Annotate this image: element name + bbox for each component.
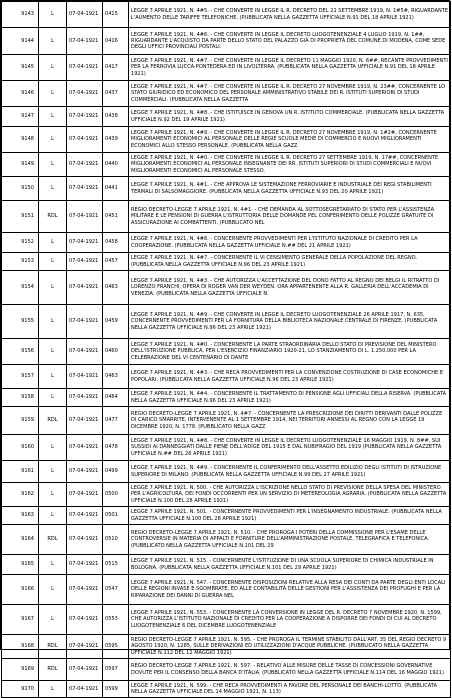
description-cell: LEGGE 7 APRILE 1921, N. 4#5. - CHE CONVERTE IN LEGGE IL R. DECRETO DEL 21 SETTEMBRE 1919, N. 1#5#, RIGUARDANTE L'AUMENTO DELLE TARIFFE TELEFONICHE. (PUBBLICATA NELLA GAZZETTA UFFICIALE N.91 DEL 18 APRILE 1921): [129, 2, 451, 28]
date-cell: 07-04-1921: [67, 153, 103, 177]
act-type-cell: L: [39, 177, 67, 201]
act-id-cell: 0459: [103, 305, 129, 339]
act-type-cell: L: [39, 81, 67, 107]
description-cell: LEGGE 7 APRILE 1921, N. 4#9. - CONCERNENTE IL CONFERIMENTO DELL'ASSETTO EDILIZIO DEGLI ISTITUTI DI ISTRUZIONE SUPERIORE DI MILANO. (PUBBLICATA NELLA GAZZETTA UFFICIALE N.99 DEL 27 APRILE 1921): [129, 461, 451, 483]
record-number-cell: 9159: [2, 407, 39, 435]
description-cell: LEGGE 7 APRILE 1921, N. 553. - CONCERNENTE LA CONVERSIONE IN LEGGE DEL R. DECRETO 7 NOVEMBRE 1920, N. 1599, CHE AUTORIZZA L'ISTITUTO NAZIONALE DI CREDITO PER LA COOPERAZIONE A DISPORRE DEI FONDI DI CUI AL DECRETO LUOGOTENENZIALE 6 DEL DICEMBRE LUOGOTENENZIALE: [129, 605, 451, 635]
record-number-cell: 9157: [2, 365, 39, 389]
date-cell: 07-04-1921: [67, 81, 103, 107]
date-cell: 07-04-1921: [67, 507, 103, 525]
table-row: [2, 681, 451, 698]
table-row: [2, 28, 451, 55]
record-number-cell: 9148: [2, 127, 39, 153]
date-cell: 07-04-1921: [67, 201, 103, 233]
act-type-cell: RDL: [39, 525, 67, 555]
table-row: [2, 575, 451, 605]
record-number-cell: 9165: [2, 555, 39, 575]
date-cell: 07-04-1921: [67, 253, 103, 271]
act-id-cell: 0463: [103, 271, 129, 305]
act-type-cell: L: [39, 127, 67, 153]
table-row: [2, 177, 451, 201]
act-id-cell: 0460: [103, 339, 129, 365]
table-row: [2, 635, 451, 659]
description-cell: LEGGE 7 APRILE 1921, N. 515. - CONCERNENTE L'ISTITUZIONE DI UNA SCUOLA SUPERIORE DI CHIMICA INDUSTRIALE IN BOLOGNA. (PUBBLICATA NELLA GAZZETTA UFFICIALE N.101 DEL 29 APRILE 1921): [129, 555, 451, 575]
date-cell: 07-04-1921: [67, 107, 103, 127]
date-cell: 07-04-1921: [67, 555, 103, 575]
date-cell: 07-04-1921: [67, 339, 103, 365]
date-cell: 07-04-1921: [67, 575, 103, 605]
act-id-cell: 0547: [103, 575, 129, 605]
act-id-cell: 0477: [103, 407, 129, 435]
act-id-cell: 0441: [103, 177, 129, 201]
date-cell: 07-04-1921: [67, 407, 103, 435]
act-id-cell: 0510: [103, 525, 129, 555]
record-number-cell: 9161: [2, 461, 39, 483]
table-row: [2, 659, 451, 681]
date-cell: 07-04-1921: [67, 461, 103, 483]
description-cell: LEGGE 7 APRILE 1921, N. 4#1. - CHE APPROVA LE SISTEMAZIONE FERROVIARIE E INDUSTRIALE DEI REGI STABILIMENTI TERMALI DI SALSOMAGGIORE. (PUBBLICATA NELLA GAZZETTA UFFICIALE N.93 DEL 20 APRILE 1921): [129, 177, 451, 201]
act-type-cell: L: [39, 681, 67, 698]
record-number-cell: 9154: [2, 271, 39, 305]
description-cell: REGIO DECRETO-LEGGE 7 APRILE 1921, N. 595. - CHE PROROGA IL TERMINE STABILITO DALL'ART. 35 DEL REGIO DECRETO 9 AGOSTO 1920, N. 1285, SULLE DERIVAZIONI ED UTILIZZAZIONI D'ACQUE PUBBLICHE. (PUBBLICATO NELLA GAZZETTA UFFICIALE N.112 DEL 12 MAGGIO 1921): [129, 635, 451, 659]
act-type-cell: L: [39, 339, 67, 365]
act-id-cell: 0458: [103, 233, 129, 253]
description-cell: LEGGE 7 APRILE 1921, N. 501. - CONCERNENTE PROVVEDIMENTI PER L'INSEGNAMENTO INDUSTRIALE. (PUBBLICATA NELLA GAZZETTA UFFICIALE N.100 DEL 28 APRILE 1921): [129, 507, 451, 525]
record-number-cell: 9169: [2, 659, 39, 681]
description-cell: LEGGE 7 APRILE 1921, N. 4#9. - CHE CONVERTE IN LEGGE IL DECRETO LUOGOTENENZIALE 26 APRILE 1917, N. 635, CONCERNENTE PROVVEDIMENTI PER LA FORNITURA DELLA BIBLIOTECA NAZIONALE CENTRALE DI FIRENZE. (PUBBLICATA NELLA GAZZETTA UFFICIALE N.96 DEL 23 APRILE 1921): [129, 305, 451, 339]
act-id-cell: 0464: [103, 389, 129, 407]
date-cell: 07-04-1921: [67, 681, 103, 698]
act-id-cell: 0457: [103, 253, 129, 271]
record-number-cell: 9156: [2, 339, 39, 365]
act-type-cell: L: [39, 28, 67, 55]
record-number-cell: 9150: [2, 177, 39, 201]
act-type-cell: L: [39, 389, 67, 407]
record-number-cell: 9162: [2, 483, 39, 507]
act-type-cell: L: [39, 2, 67, 28]
act-id-cell: 0463: [103, 365, 129, 389]
act-id-cell: 0501: [103, 507, 129, 525]
act-id-cell: 0438: [103, 107, 129, 127]
table-row: [2, 365, 451, 389]
table-row: [2, 605, 451, 635]
act-id-cell: 0515: [103, 555, 129, 575]
date-cell: 07-04-1921: [67, 605, 103, 635]
act-id-cell: 0440: [103, 153, 129, 177]
act-id-cell: 0417: [103, 55, 129, 81]
act-id-cell: 0499: [103, 461, 129, 483]
record-number-cell: 9143: [2, 2, 39, 28]
table-row: [2, 233, 451, 253]
date-cell: 07-04-1921: [67, 635, 103, 659]
description-cell: LEGGE 7 APRILE 1921, N. 4#9. - CHE CONVERTE IN LEGGE IL R. DECRETO 27 NOVEMBRE 1919, N. 1#2#, CONCERNENTE MIGLIORAMENTI ECONOMICI AL PERSONALE DELLE REGIE SCUOLE MEDIE DI COMMERCIO E NUOVI MIGLIORAMENTI ECONOMICI ALLO STESSO PERSONALE. (PUBBLICATA NELLA GAZZ: [129, 127, 451, 153]
record-number-cell: 9166: [2, 575, 39, 605]
date-cell: 07-04-1921: [67, 55, 103, 81]
record-number-cell: 9158: [2, 389, 39, 407]
date-cell: 07-04-1921: [67, 233, 103, 253]
act-id-cell: 0415: [103, 2, 129, 28]
table-row: [2, 461, 451, 483]
date-cell: 07-04-1921: [67, 28, 103, 55]
date-cell: 07-04-1921: [67, 127, 103, 153]
table-row: [2, 81, 451, 107]
description-cell: LEGGE 7 APRILE 1921, N. 500. - CHE AUTORIZZA L'ISCRIZIONE NELLO STATO DI PREVISIONE DELLA SPESA DEL MINISTERO PER L'AGRICOLTURA, DEI FONDI OCCORRENTI PER UN SERVIZIO DI METEREOLOGIA AGRARIA. (PUBBLICATA NELLA GAZZETTA UFFICIALE N.100 DEL 28 APRILE 1921): [129, 483, 451, 507]
description-cell: LEGGE 7 APRILE 1921, N. 4#0. - CHE CONVERTE IN LEGGE IL R. DECRETO 27 SETTEMBRE 1919, N. 17##, CONCERNENTE MIGLIORAMENTI ECONOMICI AL PERSONALE INSEGNANTE DEI RR. ISTITUTI SUPERIORI DI STUDI COMMERCIALI E NUOVI MIGLIORAMENTI ECONOMICI AL PERSONALE STESSO.: [129, 153, 451, 177]
date-cell: 07-04-1921: [67, 365, 103, 389]
date-cell: 07-04-1921: [67, 389, 103, 407]
table-row: [2, 435, 451, 461]
table-row: [2, 483, 451, 507]
date-cell: 07-04-1921: [67, 435, 103, 461]
act-id-cell: 0478: [103, 435, 129, 461]
date-cell: 07-04-1921: [67, 525, 103, 555]
description-cell: LEGGE 7 APRILE 1921, N. 4#3. - CHE AUTORIZZA L'ACCETTAZIONE DEL DONO FATTO AL REGNO DEI BELGI IL RITRATTO DI LORENZO FRANCHI, OPERA DI ROGER VAN DER WEYDEN, ORA APPARTENENTE ALLA R. GALLERIA DELL'ACCADEMIA DI VENEZIA. (PUBBLICATA NELLA GAZZETTA UFFICIALE N.: [129, 271, 451, 305]
description-cell: REGIO DECRETO-LEGGE 7 APRILE 1921, N. 4#1. - CHE DEMANDA AL SOTTOSEGRETARIATO DI STATO PER L'ASSISTENZA MILITARE E LE PENSIONI DI GUERRA L'ISTRUTTORIA DELLE DOMANDE PEL CONFERIMENTO DELLE POLIZZE GRATUITE DI ASSICURAZIONE AI COMBATTENTI. (PUBBLICATO NEL: [129, 201, 451, 233]
act-type-cell: L: [39, 605, 67, 635]
date-cell: 07-04-1921: [67, 2, 103, 28]
act-type-cell: L: [39, 435, 67, 461]
act-id-cell: 0439: [103, 127, 129, 153]
act-type-cell: RDL: [39, 635, 67, 659]
table-row: [2, 271, 451, 305]
table-row: [2, 107, 451, 127]
record-number-cell: 9146: [2, 81, 39, 107]
act-type-cell: L: [39, 461, 67, 483]
date-cell: 07-04-1921: [67, 177, 103, 201]
description-cell: LEGGE 7 APRILE 1921, N. 4#7. - CHE CONVERTE IN LEGGE IL R. DECRETO 27 NOVEMBRE 1919, N. 23##, CONCERNENTE LO STATO GIURIDICO ED ECONOMICO DEL PERSONALE AMMINISTRATIVO STABILE DEI R. ISTITUTI SUPERIORI DI STUDI COMMERCIALI. (PUBBLICATA NELLA GAZZETTA: [129, 81, 451, 107]
act-id-cell: 0599: [103, 681, 129, 698]
table-row: [2, 339, 451, 365]
act-type-cell: L: [39, 365, 67, 389]
table-row: [2, 253, 451, 271]
act-type-cell: L: [39, 271, 67, 305]
description-cell: LEGGE 7 APRILE 1921, N. 4#8. - CHE CONVERTE IN LEGGE IL DECRETO LUOGOTENENZIALE 16 MAGGIO 1919, N. 8##, SUI SUSSIDI AI DANNEGGIATI DALLE PIENE DELL'ADIGE DEL 1915 E DAL NUBIFRAGIO DEL 1919 (PUBBLICATA NELLA GAZZETTA UFFICIALE N.## DEL 26 APRILE 1921): [129, 435, 451, 461]
record-number-cell: 9164: [2, 525, 39, 555]
record-number-cell: 9163: [2, 507, 39, 525]
record-number-cell: 9147: [2, 107, 39, 127]
act-type-cell: RDL: [39, 201, 67, 233]
table-row: [2, 153, 451, 177]
description-cell: LEGGE 7 APRILE 1921, N. 4#7. - CONCERNENTE IL VI CENSIMENTO GENERALE DELLA POPOLAZIONE DEL REGNO. (PUBBLICATA NELLA GAZZETTA UFFICIALE N.96 DEL 23 APRILE 1921): [129, 253, 451, 271]
act-id-cell: 0500: [103, 483, 129, 507]
act-type-cell: RDL: [39, 659, 67, 681]
table-body: [2, 2, 451, 698]
act-type-cell: L: [39, 55, 67, 81]
record-number-cell: 9160: [2, 435, 39, 461]
table-row: [2, 127, 451, 153]
act-type-cell: L: [39, 233, 67, 253]
description-cell: LEGGE 7 APRILE 1921, N. 547. - CONCERNENTE DISPOSIZIONI RELATIVE ALLA RESA DEI CONTI DA PARTE DEGLI ENTI LOCALI DELLE REGIONI INVASE E SGOMBRATE, ED ALLE CONTABILITÀ DELLE GESTIONI PER L'ASSISTENZA DEI PROFUGHI E PER LA RIPARAZIONE DEI DANNI DI GUERRA NEL: [129, 575, 451, 605]
table-row: [2, 2, 451, 28]
description-cell: REGIO DECRETO-LEGGE 7 APRILE 1921, N. 597. - RELATIVO ALLE MISURE DELLE TASSE DI CONCESSIONI GOVERNATIVE DOVUTE PER IL CONSENSO DELLA BANCA D'ITALIA. (PUBBLICATO NELLA GAZZETTA UFFICIALE N.114 DEL 16 MAGGIO 1921): [129, 659, 451, 681]
record-number-cell: 9168: [2, 635, 39, 659]
record-number-cell: 9155: [2, 305, 39, 339]
act-type-cell: L: [39, 107, 67, 127]
date-cell: 07-04-1921: [67, 271, 103, 305]
table-row: [2, 525, 451, 555]
table-row: [2, 507, 451, 525]
record-number-cell: 9153: [2, 253, 39, 271]
description-cell: LEGGE 7 APRILE 1921, N. 4#6. - CHE CONVERTE IN LEGGE IL DECRETO LUOGOTENENZIALE 4 LUGLIO 1919, N. 1##, RIGUARDANTE L'ACQUISTO DA PARTE DELLO STATO DEL PALAZZO GIÀ DI PROPRIETÀ DEL COMUNE DI MODENA, COME SEDE DEGLI UFFICI PROVINCIALI POSTALI.: [129, 28, 451, 55]
record-number-cell: 9145: [2, 55, 39, 81]
act-type-cell: RDL: [39, 407, 67, 435]
act-type-cell: L: [39, 507, 67, 525]
description-cell: REGIO DECRETO-LEGGE 7 APRILE 1921, N. 4#7. - CONCERNENTE LA PRESCRIZIONE DEI DIRITTI DERIVANTI DALLE POLIZZE DI CARICO SMARRITE, INTERVENENTE AL 1 SETTEMBRE 1914, NEI TERRITORI ANNESSI AL REGNO CON LA LEGGE 19 DICEMBRE 1920, N. 1778. (PUBBLICATO NELLA GAZZ: [129, 407, 451, 435]
table-row: [2, 389, 451, 407]
table-row: [2, 407, 451, 435]
table-row: [2, 55, 451, 81]
act-type-cell: L: [39, 575, 67, 605]
description-cell: LEGGE 7 APRILE 1921, N. 4#4. - CONCERNENTE IL TRATTAMENTO DI PENSIONE AGLI UFFICIALI DELLA RISERVA. (PUBBLICATA NELLA GAZZETTA UFFICIALE N.96 DEL 23 APRILE 1921): [129, 389, 451, 407]
table-row: [2, 555, 451, 575]
description-cell: LEGGE 7 APRILE 1921, N. 4#0. - CONCERNENTE LA PARTE STRAORDINARIA DELLO STATO DI PREVISIONE DEL MINISTERO DELL'ISTRUZIONE PUBBLICA, PER L'ESERCIZIO FINANZIARIO 1920-21, LO STANZIAMENTO DI L. 1.250.000 PER LA CELEBRAZIONE DEL VI CENTENARIO DI DANTE: [129, 339, 451, 365]
description-cell: LEGGE 7 APRILE 1921, N. 4#8. - CHE ISTITUISCE IN GENOVA UN R. ISTITUTO COMMERCIALE. (PUBBLICATA NELLA GAZZETTA UFFICIALE N.92 DEL 19 APRILE 1921): [129, 107, 451, 127]
act-type-cell: L: [39, 305, 67, 339]
act-id-cell: 0451: [103, 201, 129, 233]
act-id-cell: 0416: [103, 28, 129, 55]
record-number-cell: 9151: [2, 201, 39, 233]
record-number-cell: 9167: [2, 605, 39, 635]
record-number-cell: 9144: [2, 28, 39, 55]
act-type-cell: L: [39, 253, 67, 271]
description-cell: LEGGE 7 APRILE 1921, N. 4#8. - CONCERNENTE PROVVEDIMENTI PER L'ISTITUTO NAZIONALE DI CREDITO PER LA COOPERAZIONE. (PUBBLICATA NELLA GAZZETTA UFFICIALE N.## DEL 21 APRILE 1921): [129, 233, 451, 253]
table-row: [2, 305, 451, 339]
act-id-cell: 0597: [103, 659, 129, 681]
table-row: [2, 201, 451, 233]
record-number-cell: 9170: [2, 681, 39, 698]
date-cell: 07-04-1921: [67, 483, 103, 507]
description-cell: LEGGE 7 APRILE 1921, N. 599. - CHE RECA PROVVEDIMENTI A FAVORE DEL PERSONALE DEI BANCHI-LOTTO. (PUBBLICATA NELLA GAZZETTA UFFICIALE DEL 14 MAGGIO 1921, N. 113): [129, 681, 451, 698]
date-cell: 07-04-1921: [67, 659, 103, 681]
record-number-cell: 9152: [2, 233, 39, 253]
act-type-cell: L: [39, 153, 67, 177]
act-id-cell: 0437: [103, 81, 129, 107]
date-cell: 07-04-1921: [67, 305, 103, 339]
description-cell: LEGGE 7 APRILE 1921, N. 4#3. - CHE RECA PROVVEDIMENTI PER LA CONVENZIONE COSTRUZIONE DI CASE ECONOMICHE E POPOLARI. (PUBBLICATA NELLA GAZZETTA UFFICIALE N.96 DEL 23 APRILE 1921): [129, 365, 451, 389]
record-number-cell: 9149: [2, 153, 39, 177]
description-cell: LEGGE 7 APRILE 1921, N. 4#7. - CHE CONVERTE IN LEGGE IL DECRETO 11 MAGGIO 1920, N. 6##, RECANTE PROVVEDIMENTI PER LA FERROVIA LUCCA-PONTEDERA ED IN LIVOLTERRA. (PUBBLICATA NELLA GAZZETTA UFFICIALE N.91 DEL 18 APRILE 1921): [129, 55, 451, 81]
act-id-cell: 0595: [103, 635, 129, 659]
act-type-cell: L: [39, 483, 67, 507]
act-id-cell: 0553: [103, 605, 129, 635]
act-type-cell: L: [39, 555, 67, 575]
description-cell: REGIO DECRETO-LEGGE 7 APRILE 1921, N. 510. - CHE PROROGA I POTERI DELLA COMMISSIONE PER L'ESAME DELLE CONTROVERSIE IN MATERIA DI APPALTI E FORNITURE DELL'AMMINISTRAZIONE POSTALE, TELEGRAFICA E TELEFONICA. (PUBBLICATO NELLA GAZZETTA UFFICIALE N.101 DEL 29: [129, 525, 451, 555]
